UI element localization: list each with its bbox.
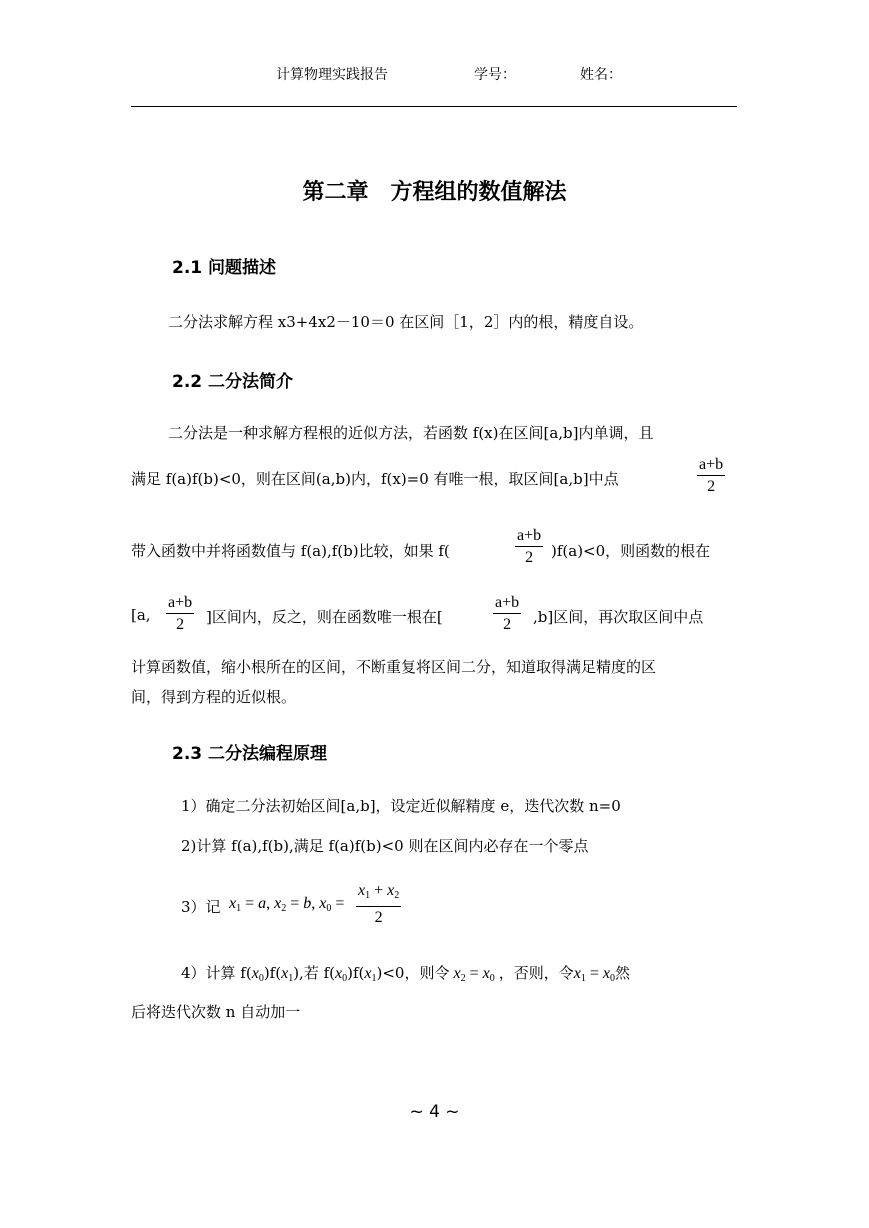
fraction-denominator: 2 xyxy=(707,478,716,495)
section-title-2-3: 2.3 二分法编程原理 xyxy=(172,744,328,764)
header-student-id-label: 学号： xyxy=(474,67,516,83)
section-2-2-line3b: )f(a)<0，则函数的根在 xyxy=(551,542,711,560)
fraction-denominator: 2 xyxy=(176,616,185,633)
section-2-2-line3a: 带入函数中并将函数值与 f(a),f(b)比较，如果 f( xyxy=(131,542,450,560)
step-1: 1）确定二分法初始区间[a,b]，设定近似解精度 e，迭代次数 n=0 xyxy=(181,797,621,815)
header-course: 计算物理实践报告 xyxy=(276,67,388,83)
chapter-title: 第二章 方程组的数值解法 xyxy=(302,180,567,205)
section-2-2-line6: 间，得到方程的近似根。 xyxy=(131,688,297,706)
midpoint-fraction xyxy=(493,594,521,634)
step-4-line1: 4）计算 $f(x_0)f(x_1)$,若 $f(x_0)f(x_1)<0$，则令 $x_2 = x_0$ ，否则，令$x_1 = x_0$然 xyxy=(181,964,630,984)
page-number: ~ 4 ~ xyxy=(409,1102,460,1122)
fraction-numerator: a+b xyxy=(168,594,193,611)
header-rule xyxy=(131,106,737,107)
fraction-numerator: a+b xyxy=(699,456,724,473)
section-2-2-line2: 满足 f(a)f(b)<0，则在区间(a,b)内，f(x)=0 有唯一根，取区间[a,b]中点 xyxy=(131,470,619,488)
section-title-2-1: 2.1 问题描述 xyxy=(172,258,277,278)
section-2-2-line4b: ]区间内，反之，则在函数唯一根在[ xyxy=(206,608,443,626)
step-3-formula: $x_1 = a$, $x_2 = b$, $x_0$ = xyxy=(229,895,345,914)
section-2-2-line4c: ,b]区间，再次取区间中点 xyxy=(533,608,704,626)
section-2-1-body: 二分法求解方程 x3+4x2－10＝0 在区间［1，2］内的根，精度自设。 xyxy=(168,313,644,331)
fraction-denominator: 2 xyxy=(525,549,534,566)
midpoint-fraction xyxy=(515,527,543,567)
step-4-line2: 后将迭代次数 n 自动加一 xyxy=(131,1003,301,1021)
step-3-fraction: $x_1 + x_2$ 2 xyxy=(358,882,400,926)
section-2-2-line4a: [a, xyxy=(131,606,151,624)
midpoint-fraction xyxy=(697,456,725,496)
section-title-2-2: 2.2 二分法简介 xyxy=(172,372,294,392)
step-2: 2)计算 f(a),f(b),满足 f(a)f(b)<0 则在区间内必存在一个零点 xyxy=(181,837,589,855)
fraction-denominator: 2 xyxy=(503,616,512,633)
section-2-2-line5: 计算函数值，缩小根所在的区间，不断重复将区间二分，知道取得满足精度的区 xyxy=(131,658,657,676)
midpoint-fraction xyxy=(166,594,194,634)
section-2-2-line1: 二分法是一种求解方程根的近似方法，若函数 f(x)在区间[a,b]内单调，且 xyxy=(168,424,654,442)
fraction-numerator: a+b xyxy=(495,594,520,611)
fraction-numerator: a+b xyxy=(517,527,542,544)
header-name-label: 姓名： xyxy=(580,67,622,83)
step-3-prefix: 3）记 xyxy=(181,898,221,916)
